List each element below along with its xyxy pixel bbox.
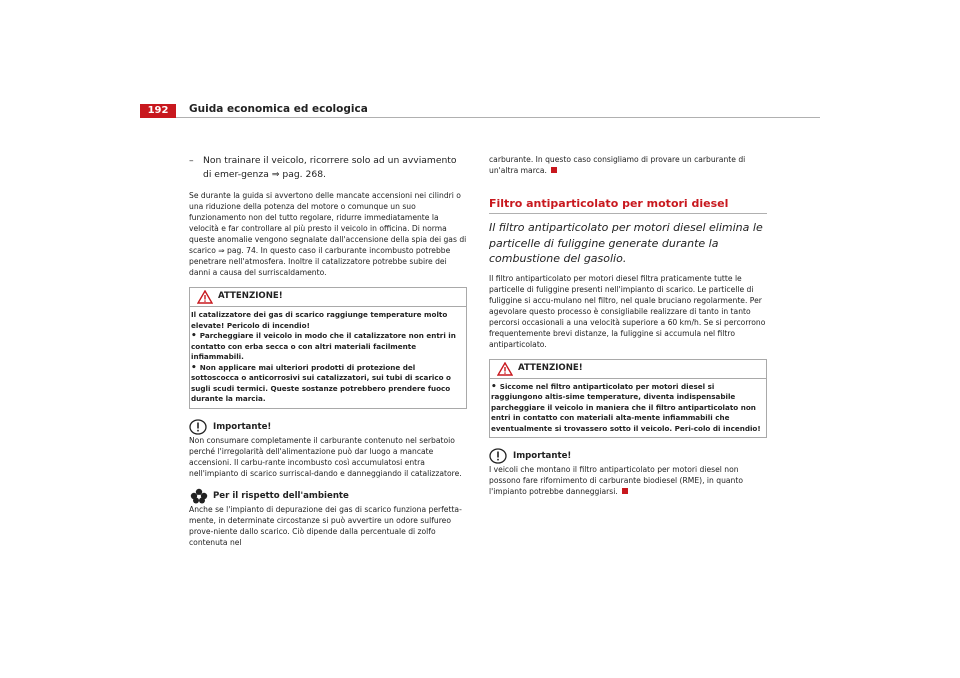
end-mark-icon [622,488,628,494]
important-text: Non consumare completamente il carburante contenuto nel serbatoio perché l'irregolarità dell'alimentazione può dar luogo a mancate accensioni. Il carbu-rante incombusto così accumulatosi entra nell'impianto di scarico surriscal-dando e danneggiando il catalizzatore. [189,435,462,478]
warning-title: ATTENZIONE! [518,362,583,373]
list-item [189,154,467,181]
warning-item-text: Non applicare mai ulteriori prodotti di protezione del sottoscocca o anticorrosivi sui catalizzatori, sui tubi di scarico o sugli scudi termici. Queste sostanze potrebbero prendere fuoco durante la marcia. [191,362,451,403]
important-title: Importante! [213,421,272,432]
bullet-icon: • [491,381,497,392]
warning-header [190,288,466,307]
page-number: 192 [140,104,176,118]
warning-triangle-icon [497,362,513,376]
bullet-icon: • [191,331,197,341]
important-icon [189,419,207,435]
warning-box-catalyst [189,287,467,409]
warning-item [191,331,462,363]
important-header [189,419,467,435]
environment-title: Per il rispetto dell'ambiente [213,490,349,501]
warning-header [490,360,766,379]
warning-item [491,382,762,435]
dash-mark: – [189,155,194,166]
list-item-text: Non trainare il veicolo, ricorrere solo ad un avviamento di emer-genza ⇒ pag. 268. [203,155,457,180]
continuation-text [489,154,767,176]
warning-item-text: Parcheggiare il veicolo in modo che il catalizzatore non entri in contatto con erba secca o con altri materiali facilmente infiammabili. [191,331,456,361]
warning-item [191,363,462,405]
bullet-icon: • [191,362,197,373]
section-lead: Il filtro antiparticolato per motori diesel elimina le particelle di fuliggine generate durante la combustione del gasolio. [489,221,763,265]
important-text-content: I veicoli che montano il filtro antiparticolato per motori diesel non possono fare rifornimento di carburante biodiesel (RME), in quanto l'impianto potrebbe danneggiarsi. [489,465,743,496]
environment-text: Anche se l'impianto di depurazione dei gas di scarico funziona perfetta-mente, in determinate circostanze si può avvertire un odore sulfureo prove-niente dallo scarico. Ciò dipende dalla percentuale di zolfo contenuta nel [189,504,462,547]
flower-icon [189,488,209,504]
warning-body [490,379,766,438]
left-column [189,154,467,557]
page-title: Guida economica ed ecologica [189,103,368,115]
continuation-text-content: carburante. In questo caso consigliamo di provare un carburante di un'altra marca. [489,155,746,175]
important-title: Importante! [513,451,572,461]
end-mark-icon [551,167,557,173]
environment-header [189,488,467,504]
paragraph-misfire: Se durante la guida si avvertono delle mancate accensioni nei cilindri o una riduzione della potenza del motore o comunque un suo funzionamento non del tutto regolare, ridurre immediatamente la velocità e far controllare al più presto il veicolo in officina. Di norma queste anomalie vengono segnalate dall'accensione della spia dei gas di scarico ⇒ pag. 74. In questo caso il carburante incombusto potrebbe penetrare nell'atmosfera. Inoltre il catalizzatore potrebbe subire dei danni a causa del surriscaldamento. [189,191,467,277]
section-title: Filtro antiparticolato per motori diesel [489,198,767,214]
warning-triangle-icon [197,290,213,304]
warning-body [190,307,466,408]
important-text [489,464,767,497]
warning-title: ATTENZIONE! [218,291,283,301]
right-column [489,154,767,506]
warning-intro: Il catalizzatore dei gas di scarico raggiunge temperature molto elevate! Pericolo di incendio! [191,310,448,330]
header-rule [140,117,820,118]
warning-box-dpf [489,359,767,439]
paragraph-dpf: Il filtro antiparticolato per motori diesel filtra praticamente tutte le particelle di fuliggine presenti nell'impianto di scarico. Le particelle di fuliggine si accu-mulano nel filtro, nel quale bruciano regolarmente. Per agevolare questo processo è consigliabile realizzare di tanto in tanto percorsi occasionali a una velocità superiore a 60 km/h. Se si percorrono frequentemente brevi distanze, la fuliggine si accumula nel filtro antiparticolato. [489,273,766,349]
important-icon [489,448,507,464]
important-header [489,448,767,464]
warning-item-text: Siccome nel filtro antiparticolato per motori diesel si raggiungono altis-sime temperature, diventa indispensabile parcheggiare il veicolo in maniera che il filtro antiparticolato non entri in contatto con materiali alta-mente infiammabili che eventualmente si trovassero sotto il veicolo. Peri-colo di incendio! [491,381,761,433]
